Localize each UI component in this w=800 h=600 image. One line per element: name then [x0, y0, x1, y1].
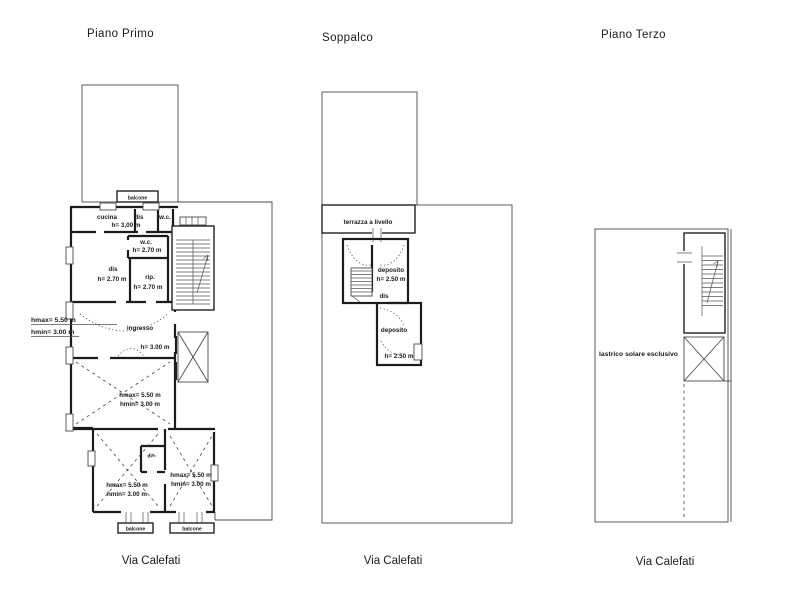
svg-text:hmin= 3.00 m: hmin= 3.00 m: [31, 329, 75, 336]
room-label-cucina: cucina: [97, 214, 117, 221]
door-swing-arcs: [347, 245, 404, 354]
room-height: h= 2.70 m: [132, 247, 162, 254]
street-label: Via Calefati: [121, 555, 181, 567]
room-height: h= 3.00 m: [140, 344, 170, 351]
room-height: hmin= 3.00 m: [170, 481, 212, 488]
plan-piano-primo: [31, 28, 272, 567]
room-label-deposito: deposito: [380, 327, 408, 334]
room-label-rip: rip.: [145, 274, 155, 281]
window-icon: [66, 414, 73, 431]
room-label-dis-small: dis.: [146, 452, 157, 460]
room-height: h= 2.50 m: [384, 353, 414, 360]
window-icon: [211, 465, 218, 481]
elevator-shaft-icon: [176, 332, 208, 382]
room-height: h= 2.50 m: [376, 276, 406, 283]
room-height: hmax= 5.50 m: [170, 472, 212, 479]
room-height: hmin= 3.00 m: [119, 401, 161, 408]
staircase-icon: [684, 233, 725, 333]
window-icon: [88, 451, 95, 466]
room-height: h= 2.70 m: [97, 276, 127, 283]
room-label-lastrico: lastrico solare esclusivo: [599, 351, 678, 358]
room-height: h= 2.70 m: [133, 284, 163, 291]
window-icon: [66, 247, 73, 264]
room-label-deposito: deposito: [377, 267, 405, 274]
window-icon: [100, 203, 116, 210]
street-label: Via Calefati: [635, 556, 695, 568]
room-height: h= 3,00 m: [111, 222, 141, 229]
room-label-ingresso: ingresso: [126, 325, 154, 332]
room-height: hmax= 5.50 m: [119, 392, 161, 399]
staircase-icon: [351, 268, 372, 302]
balcony-label: balcone: [125, 526, 146, 533]
room-label-dis: dis: [108, 266, 118, 273]
staircase-icon: [172, 217, 214, 310]
room-height: hmax= 5.50 m: [106, 482, 148, 489]
plan-piano-terzo: [595, 29, 731, 568]
room-label-terrazza: terrazza a livello: [343, 219, 393, 226]
svg-text:hmax= 5.50 m: hmax= 5.50 m: [31, 317, 76, 324]
courtyard-outline: [82, 85, 178, 202]
plan-title: Piano Primo: [87, 28, 155, 40]
window-icon: [66, 347, 73, 364]
height-annotation: [31, 317, 117, 337]
plan-title: Piano Terzo: [601, 29, 666, 41]
stair-direction-arrow: [352, 296, 360, 302]
plan-title: Soppalco: [322, 32, 374, 44]
room-label-wc: w.c.: [159, 214, 171, 221]
window-icon: [414, 344, 422, 360]
plan-soppalco: [322, 32, 512, 567]
street-label: Via Calefati: [363, 555, 423, 567]
balcony-stems: [126, 512, 202, 523]
elevator-shaft-icon: [684, 337, 731, 381]
room-label-wc: w.c.: [140, 239, 152, 246]
balcony-label: balcone: [182, 526, 202, 533]
window-icon: [143, 203, 159, 210]
balcony-top-label: balcone: [127, 195, 148, 202]
courtyard-outline: [322, 92, 417, 205]
room-height: hmin= 3.00 m: [106, 491, 148, 498]
room-label-dis: dis: [379, 293, 389, 300]
room-label-dis: dis: [134, 214, 144, 221]
